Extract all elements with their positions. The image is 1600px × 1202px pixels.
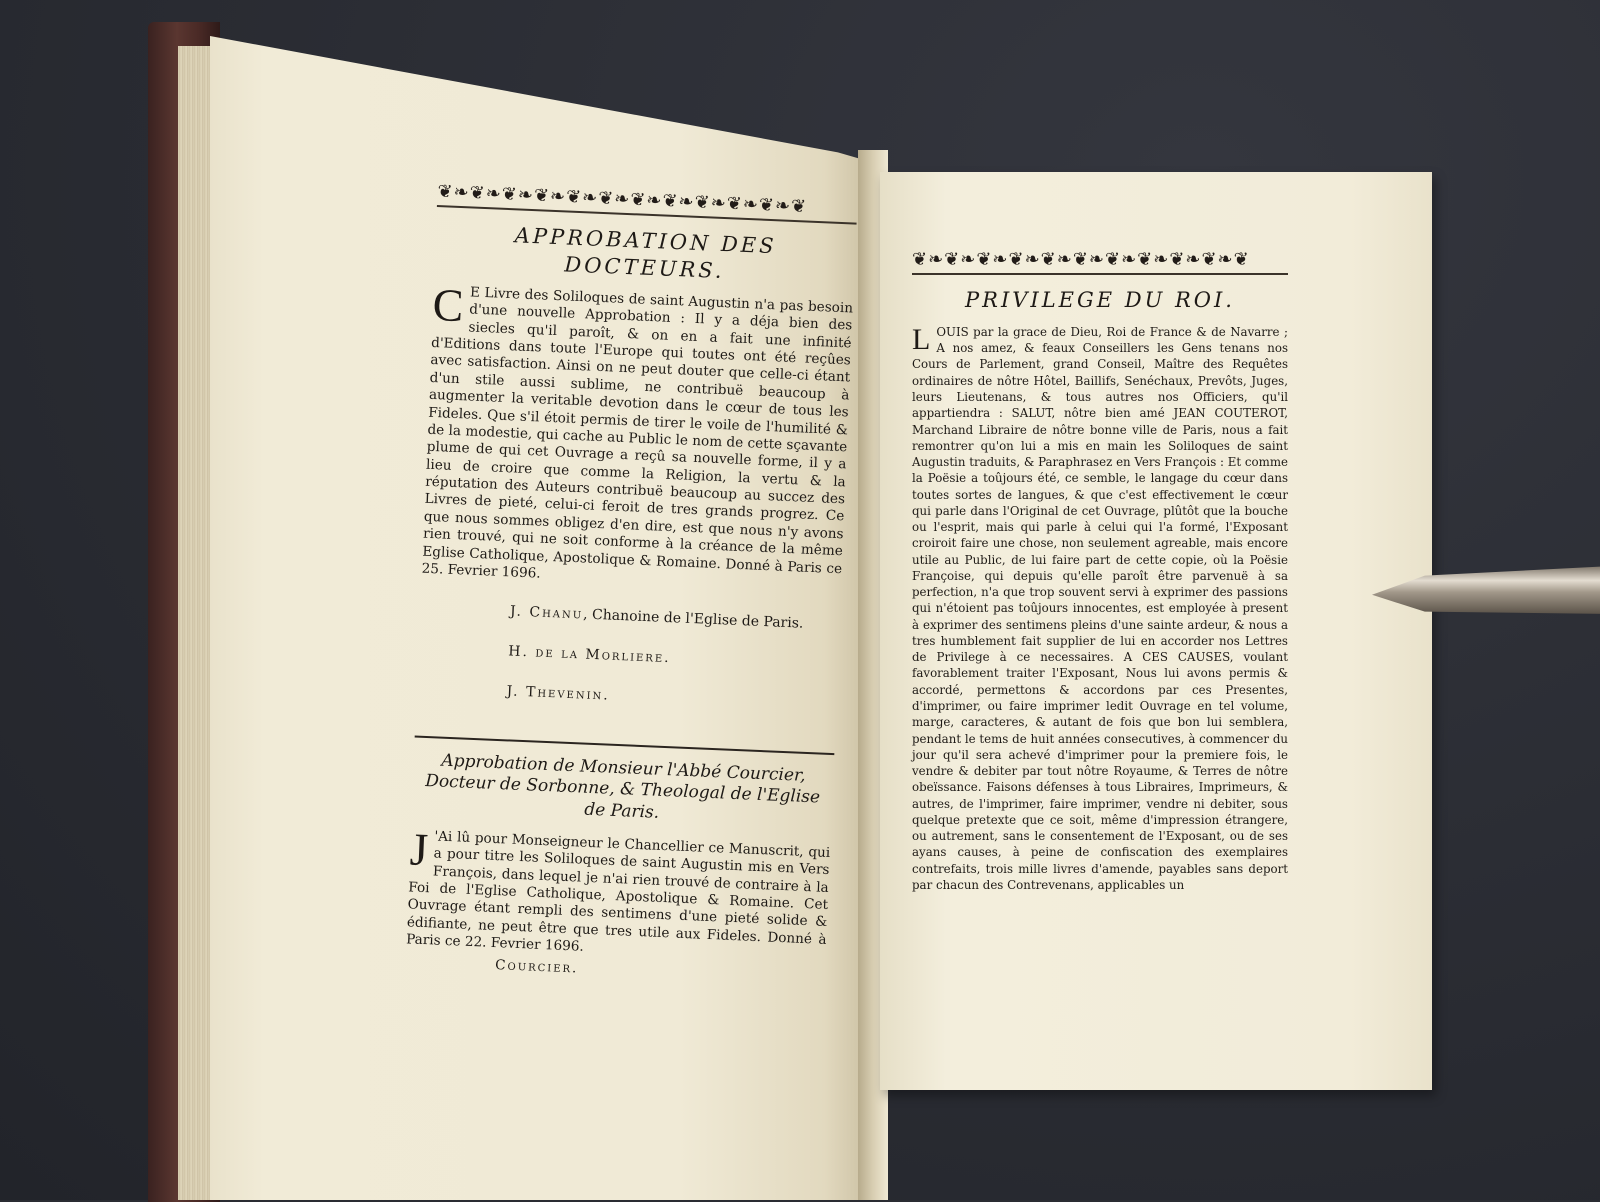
privilege-paragraph xyxy=(912,324,1288,893)
signature-line xyxy=(506,684,836,716)
page-heading: PRIVILEGE DU ROI. xyxy=(965,288,1235,313)
signature-name: J. Chanu xyxy=(509,603,584,623)
approbation-paragraph xyxy=(421,278,854,596)
signature-name: Courcier. xyxy=(494,956,579,977)
paragraph-text: E Livre des Soliloques de saint Augustin n'a pas besoin d'une nouvelle Approbation : Il y a déja bien des siecles qu'il paroît, & on en a fait une infinité d'Editions dans toute l'Europe qui toutes ont été reçûes avec satisfaction. Ainsi on ne peut douter que celle-ci étant d'un stile aussi sublime, ne contribuë beaucoup à augmenter la veritable devotion dans le cœur de tous les Fideles. Que s'il étoit permis de tirer le voile de l'humilité & de la modestie, qui cache au Public le nom de cette sçavante plume de qui cet Ouvrage a reçû sa nouvelle forme, il y a lieu de croire que comme la Religion, la vertu & la réputation des Auteurs contribuë beaucoup au succez des Livres de pieté, celui-ci feroit de tres grands progrez. Ce que nous sommes obligez d'en dire, est que nous n'y avons rien trouvé, qui ne soit conforme à la créance de la même Eglise Catholique, Apostolique & Romaine. Donné à Paris ce 25. Fevrier 1696. xyxy=(421,284,854,582)
signature-name: H. de la Morliere. xyxy=(507,643,671,667)
page-heading: APPROBATION DES DOCTEURS. xyxy=(514,223,778,283)
drop-cap: L xyxy=(912,322,931,356)
ornament-band: ❦❧❦❧❦❧❦❧❦❧❦❧❦❧❦❧❦❧❦❧❦ xyxy=(912,248,1288,275)
drop-cap: C xyxy=(431,278,465,331)
left-page-text xyxy=(405,180,858,988)
paragraph-text: 'Ai lû pour Monseigneur le Chancellier ce Manuscrit, qui a pour titre les Soliloques de saint Augustin mis en Vers François, dans lequel je n'ai rien trouvé de contraire à la Foi de l'Eglise Catholique, Apostolique & Romaine. Cet Ouvrage étant rempli des sentimens d'une pieté solide & édifiante, ne peut être que tres utile aux Fideles. Donné à Paris ce 22. Fevrier 1696. xyxy=(405,828,831,956)
second-heading: Approbation de Monsieur l'Abbé Courcier, Docteur de Sorbonne, & Theologal de l'Eglise de Paris. xyxy=(424,750,821,823)
signature-title: , Chanoine de l'Eglise de Paris. xyxy=(582,606,804,633)
drop-cap: J xyxy=(408,823,429,876)
right-page-text xyxy=(912,248,1288,893)
signature-name: J. Thevenin. xyxy=(506,683,611,704)
signature-line xyxy=(510,604,840,636)
signature-line xyxy=(508,644,838,676)
paragraph-text: OUIS par la grace de Dieu, Roi de France & de Navarre ; A nos amez, & feaux Conseillers les Gens tenans nos Cours de Parlement, grand Conseil, Maître des Requêtes ordinaires de nôtre Hôtel, Baillifs, Senéchaux, Prevôts, Juges, leurs Lieutenans, & tous autres nos Officiers, qu'il appartiendra : SALUT, nôtre bien amé JEAN COUTEROT, Marchand Libraire de nôtre bonne ville de Paris, nous a fait remontrer qu'on lui a mis en main les Soliloques de saint Augustin traduits, & Paraphrasez en Vers François : Et comme la Poësie a toûjours été, ce semble, le langage du cœur dans toutes sortes de langues, & que c'est effectivement le cœur qui parle dans l'Original de cet Ouvrage, plûtôt que la bouche ou l'esprit, mais qui parle à celui qui l'a formé, l'Exposant croiroit faire une chose, non seulement agreable, mais encore utile au Public, de lui faire part de cette copie, où la Poësie Françoise, qui depuis qu'elle paroît être parvenuë à sa perfection, n'a que trop souvent servi à exprimer des passions qui n'étoient pas toûjours innocentes, est employée à present à exprimer des sentimens pleins d'une sainte ardeur, & nous a tres humblement fait supplier de lui en accorder nos Lettres de Privilege à ce necessaires. A CES CAUSES, voulant favorablement traiter l'Exposant, Nous lui avons permis & accordé, permettons & accordons par ces Presentes, d'imprimer, ou faire imprimer ledit Ouvrage en tel volume, marge, caracteres, & autant de fois que bon lui semblera, pendant le tems de huit années consecutives, à commencer du jour qu'il sera achevé d'imprimer pour la premiere fois, le vendre & debiter par tout nôtre Royaume, & Terres de nôtre obeïssance. Faisons défenses à tous Libraires, Imprimeurs, & autres, de l'imprimer, faire imprimer, vendre ni debiter, sous quelque pretexte que ce soit, même d'impression étrangere, ou autrement, sans le consentement de l'Exposant, ou de ses ayans causes, à peine de confiscation des exemplaires contrefaits, trois mille livres d'amende, payables sans deport par chacun des Contrevenans, applicables un xyxy=(912,324,1288,892)
ornament-band: ❦❧❦❧❦❧❦❧❦❧❦❧❦❧❦❧❦❧❦❧❦❧❦ xyxy=(437,180,858,225)
second-paragraph xyxy=(405,823,831,966)
